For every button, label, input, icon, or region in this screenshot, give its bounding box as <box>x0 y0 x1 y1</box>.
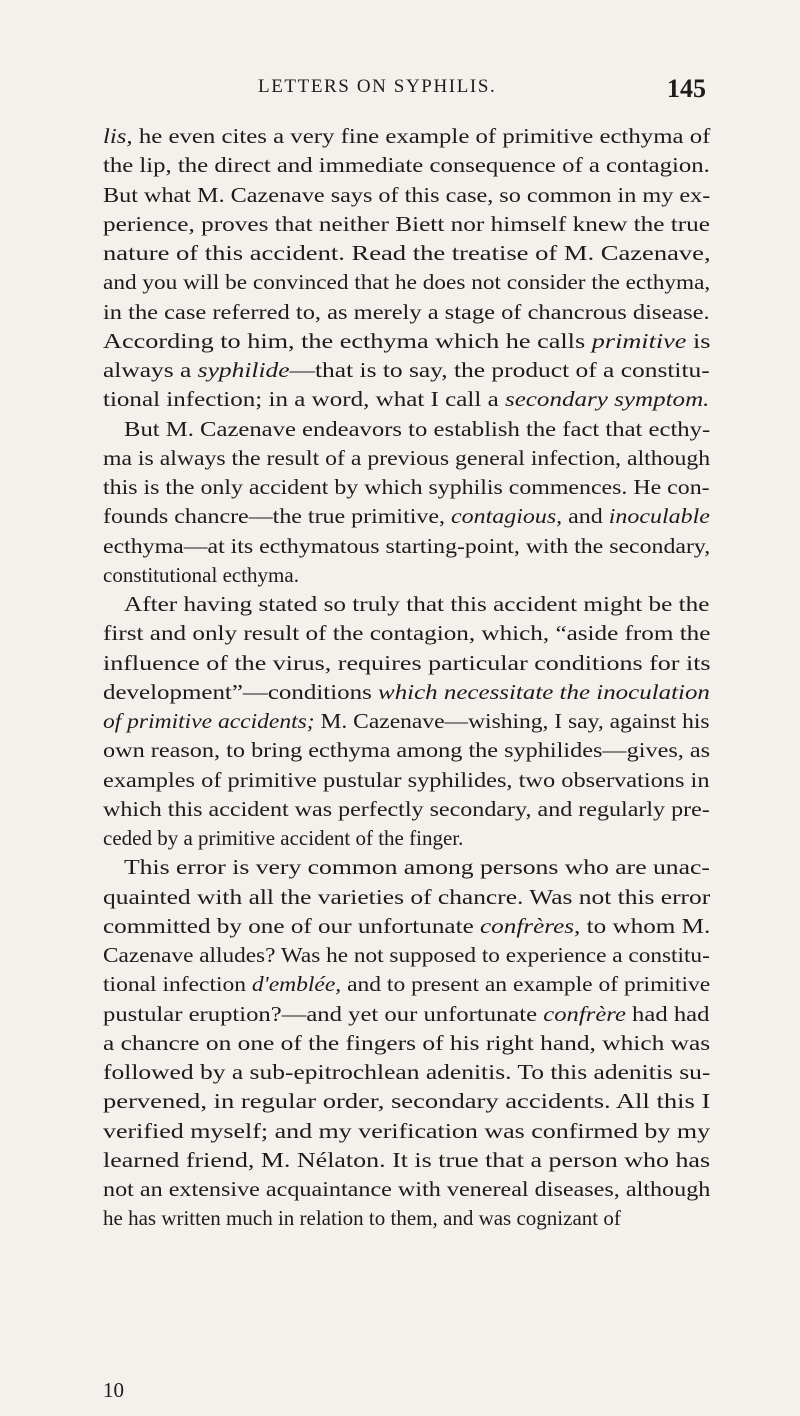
italic-phrase: confrère <box>543 1002 626 1026</box>
text-line <box>103 1029 710 1057</box>
text-run: is <box>686 329 711 353</box>
text-run: and you will be convinced that he does not consider the ecthyma, <box>103 270 711 294</box>
italic-phrase: which necessitate the inoculation <box>378 680 710 704</box>
italic-phrase: syphilide <box>197 358 290 382</box>
text-line <box>124 415 710 443</box>
text-run: tional infection; in a word, what I call a <box>103 387 505 411</box>
italic-phrase: secondary symptom. <box>504 387 710 411</box>
text-run: this is the only accident by which syphilis commences. He con- <box>103 475 710 499</box>
text-run: After having stated so truly that this accident might be the <box>124 592 710 616</box>
text-run: pustular eruption?—and yet our unfortunate <box>103 1002 544 1026</box>
text-run: not an extensive acquaintance with venereal diseases, although <box>103 1177 711 1201</box>
text-line <box>103 532 710 560</box>
text-line <box>103 1146 710 1174</box>
text-line <box>103 649 711 677</box>
text-run: M. Cazenave—wishing, I say, against his <box>314 709 710 733</box>
text-line <box>103 298 710 326</box>
text-line <box>103 181 710 209</box>
text-run: influence of the virus, requires particular conditions for its <box>103 651 711 675</box>
text-run: quainted with all the varieties of chancre. Was not this error <box>103 885 711 909</box>
text-line <box>124 590 709 618</box>
text-line <box>103 619 710 647</box>
text-run: ceded by a primitive accident of the finger. <box>103 826 464 850</box>
italic-phrase: lis, <box>103 124 133 148</box>
text-run: in the case referred to, as merely a stage of chancrous disease. <box>103 300 710 324</box>
text-line <box>103 151 710 179</box>
text-run: Cazenave alludes? Was he not supposed to experience a constitu- <box>103 943 710 967</box>
text-run: verified myself; and my verification was confirmed by my <box>103 1119 711 1143</box>
text-line <box>103 122 710 150</box>
text-run: ma is always the result of a previous general infection, although <box>103 446 711 470</box>
text-line <box>103 502 710 530</box>
text-run: perience, proves that neither Biett nor himself knew the true <box>103 212 711 236</box>
text-line <box>103 1087 710 1115</box>
text-line <box>124 853 710 881</box>
text-line <box>103 239 711 267</box>
italic-phrase: contagious, <box>450 504 563 528</box>
text-line <box>103 912 710 940</box>
text-run: ecthyma—at its ecthymatous starting-point, with the secondary, <box>103 534 711 558</box>
text-run: the lip, the direct and immediate consequence of a contagion. <box>103 153 710 177</box>
page-number: 145 <box>667 74 706 103</box>
text-run: pervened, in regular order, secondary accidents. All this I <box>103 1089 711 1113</box>
text-run: development”—conditions <box>103 680 379 704</box>
text-run: constitutional ecthyma. <box>103 563 299 587</box>
text-run: and to present an example of primitive <box>341 972 711 996</box>
text-line <box>103 561 299 589</box>
text-line <box>103 941 710 969</box>
text-run: which this accident was perfectly secondary, and regularly pre- <box>103 797 710 821</box>
text-run: had had <box>625 1002 710 1026</box>
text-line <box>103 795 710 823</box>
text-line <box>103 444 710 472</box>
text-line <box>103 883 710 911</box>
text-line <box>103 824 463 852</box>
text-line <box>103 736 710 764</box>
text-line <box>103 210 710 238</box>
text-line <box>103 327 711 355</box>
text-line <box>103 473 710 501</box>
text-line <box>103 1204 621 1232</box>
text-run: own reason, to bring ecthyma among the syphilides—gives, as <box>103 738 711 762</box>
text-run: This error is very common among persons who are unac- <box>124 855 710 879</box>
text-run: —that is to say, the product of a constitu- <box>289 358 710 382</box>
text-run: committed by one of our unfortunate <box>103 914 481 938</box>
text-run: examples of primitive pustular syphilides, two observations in <box>103 768 710 792</box>
text-run: he has written much in relation to them, and was cognizant of <box>103 1206 621 1230</box>
text-run: But M. Cazenave endeavors to establish the fact that ecthy- <box>124 417 711 441</box>
italic-phrase: of primitive accidents; <box>103 709 315 733</box>
signature-mark: 10 <box>103 1378 124 1402</box>
text-run: a chancre on one of the fingers of his right hand, which was <box>103 1031 711 1055</box>
text-run: nature of this accident. Read the treatise of M. Cazenave, <box>103 241 711 265</box>
text-run: tional infection <box>103 972 252 996</box>
text-line <box>103 678 710 706</box>
text-run: to whom M. <box>580 914 711 938</box>
text-run: first and only result of the contagion, which, “aside from the <box>103 621 711 645</box>
text-line <box>103 268 710 296</box>
italic-phrase: primitive <box>591 329 687 353</box>
text-run: But what M. Cazenave says of this case, so common in my ex- <box>103 183 711 207</box>
text-run: According to him, the ecthyma which he calls <box>103 329 592 353</box>
text-run: he even cites a very fine example of primitive ecthyma of <box>132 124 711 148</box>
text-run: always a <box>103 358 198 382</box>
text-line <box>103 1175 710 1203</box>
text-line <box>103 707 710 735</box>
italic-phrase: confrères, <box>480 914 581 938</box>
text-line <box>103 1000 709 1028</box>
text-line <box>103 385 709 413</box>
text-line <box>103 1117 710 1145</box>
text-line <box>103 970 710 998</box>
text-run: learned friend, M. Nélaton. It is true that a person who has <box>103 1148 711 1172</box>
text-run: and <box>562 504 609 528</box>
text-line <box>103 356 710 384</box>
running-title: LETTERS ON SYPHILIS. <box>258 76 497 97</box>
italic-phrase: d'emblée, <box>251 972 342 996</box>
text-run: founds chancre—the true primitive, <box>103 504 451 528</box>
italic-phrase: inoculable <box>608 504 710 528</box>
text-run: followed by a sub-epitrochlean adenitis. To this adenitis su- <box>103 1060 711 1084</box>
text-line <box>103 1058 710 1086</box>
text-line <box>103 766 710 794</box>
